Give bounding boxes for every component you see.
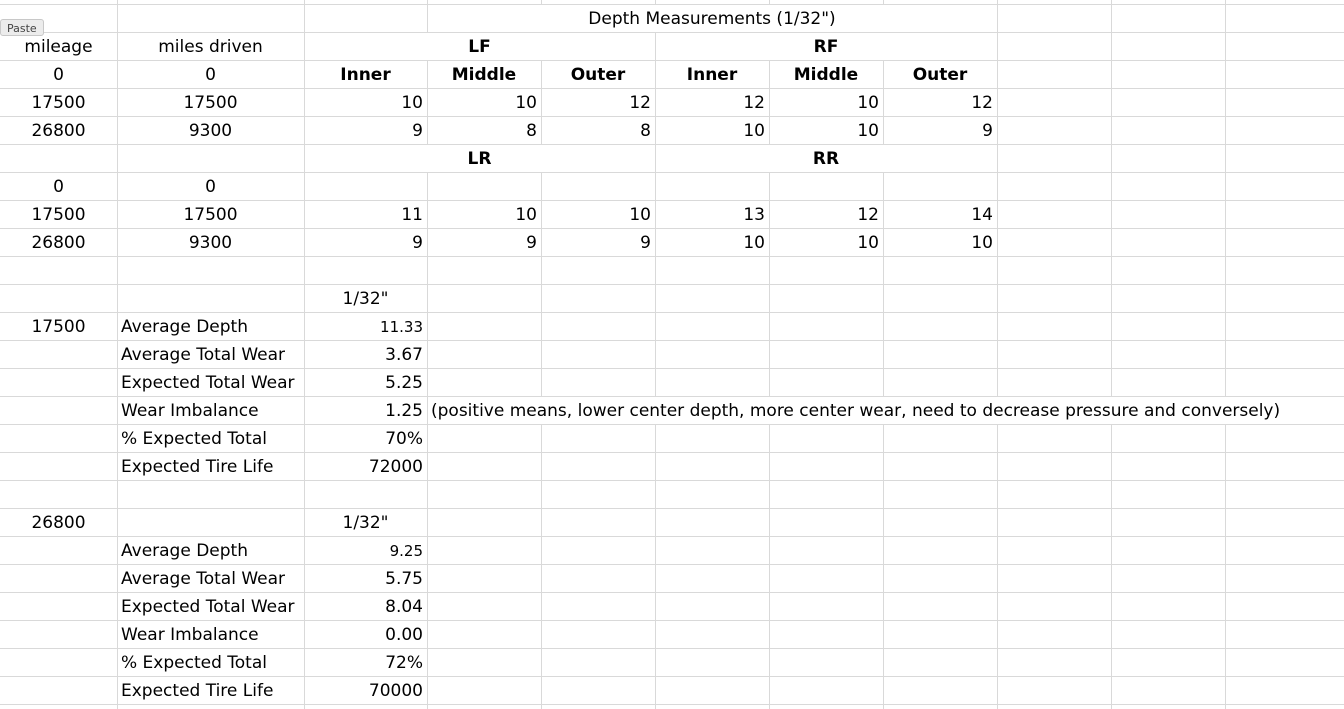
sheet-cell[interactable] <box>427 116 541 144</box>
sheet-cell[interactable] <box>883 228 997 256</box>
sheet-cell[interactable] <box>304 424 427 452</box>
cell-text: 70000 <box>368 681 423 701</box>
cell-text: RF <box>813 37 839 57</box>
cell-text: 10 <box>629 205 651 225</box>
cell-text: 26800 <box>31 233 86 253</box>
sheet-cell[interactable] <box>304 312 427 340</box>
grid-row-line <box>0 284 1344 285</box>
sheet-cell[interactable] <box>0 508 117 536</box>
cell-text: miles driven <box>158 37 263 57</box>
sheet-cell[interactable] <box>769 116 883 144</box>
cell-text: 12 <box>971 93 993 113</box>
cell-text: Inner <box>686 65 738 85</box>
sheet-cell[interactable] <box>304 116 427 144</box>
cell-text: 8 <box>640 121 651 141</box>
sheet-cell[interactable] <box>769 60 883 88</box>
cell-text: 14 <box>971 205 993 225</box>
grid-column-line <box>997 0 998 709</box>
sheet-cell[interactable] <box>541 60 655 88</box>
sheet-cell[interactable] <box>304 508 427 536</box>
cell-text: 10 <box>857 233 879 253</box>
sheet-cell[interactable] <box>769 88 883 116</box>
cell-text: 8.04 <box>385 597 423 617</box>
sheet-cell[interactable] <box>304 60 427 88</box>
cell-text: 9300 <box>188 233 233 253</box>
sheet-cell[interactable] <box>0 88 117 116</box>
cell-text: 9 <box>982 121 993 141</box>
sheet-cell[interactable] <box>117 564 304 592</box>
sheet-cell[interactable] <box>304 200 427 228</box>
cell-text: 1/32" <box>342 513 389 533</box>
sheet-cell[interactable] <box>427 228 541 256</box>
grid-column-line <box>1225 0 1226 709</box>
sheet-cell[interactable] <box>541 88 655 116</box>
cell-text: Average Total Wear <box>121 345 285 365</box>
sheet-cell[interactable] <box>304 620 427 648</box>
cell-text: Outer <box>912 65 968 85</box>
cell-text: 70% <box>385 429 423 449</box>
sheet-cell[interactable] <box>541 116 655 144</box>
sheet-cell[interactable] <box>655 32 997 60</box>
cell-text: 12 <box>629 93 651 113</box>
sheet-cell[interactable] <box>427 88 541 116</box>
cell-text: 10 <box>401 93 423 113</box>
sheet-cell[interactable] <box>117 116 304 144</box>
cell-text: 10 <box>743 233 765 253</box>
cell-text: Expected Tire Life <box>121 681 274 701</box>
cell-text: mileage <box>24 37 93 57</box>
cell-text: 10 <box>515 205 537 225</box>
sheet-cell[interactable] <box>117 32 304 60</box>
cell-text: Average Depth <box>121 317 248 337</box>
sheet-cell[interactable] <box>304 368 427 396</box>
sheet-cell[interactable] <box>769 200 883 228</box>
cell-text: Middle <box>793 65 859 85</box>
cell-text: 10 <box>515 93 537 113</box>
cell-text: 9300 <box>188 121 233 141</box>
sheet-cell[interactable] <box>655 88 769 116</box>
cell-text: 5.75 <box>385 569 423 589</box>
sheet-cell[interactable] <box>117 620 304 648</box>
cell-text: Wear Imbalance <box>121 625 259 645</box>
cell-text: Expected Total Wear <box>121 373 295 393</box>
cell-text: 26800 <box>31 121 86 141</box>
cell-text: 0 <box>205 177 216 197</box>
sheet-cell[interactable] <box>117 592 304 620</box>
sheet-cell[interactable] <box>117 340 304 368</box>
sheet-cell[interactable] <box>541 228 655 256</box>
sheet-cell[interactable] <box>883 200 997 228</box>
sheet-cell[interactable] <box>304 536 427 564</box>
cell-text: 72000 <box>368 457 423 477</box>
sheet-cell[interactable] <box>427 60 541 88</box>
cell-text: Inner <box>340 65 391 85</box>
sheet-cell[interactable] <box>883 60 997 88</box>
cell-text: 72% <box>385 653 423 673</box>
sheet-cell[interactable] <box>0 228 117 256</box>
grid-row-line <box>0 256 1344 257</box>
sheet-cell[interactable] <box>304 676 427 704</box>
sheet-cell[interactable] <box>655 60 769 88</box>
cell-text: 0.00 <box>385 625 423 645</box>
cell-text: 9 <box>412 233 423 253</box>
cell-text: 9.25 <box>389 542 423 560</box>
sheet-cell[interactable] <box>883 116 997 144</box>
cell-text: 8 <box>526 121 537 141</box>
cell-text: 1/32" <box>342 289 389 309</box>
sheet-cell[interactable] <box>117 368 304 396</box>
sheet-cell[interactable] <box>304 452 427 480</box>
sheet-cell[interactable] <box>304 284 427 312</box>
cell-text: 11.33 <box>380 318 423 336</box>
sheet-cell[interactable] <box>117 648 304 676</box>
sheet-cell[interactable] <box>0 60 117 88</box>
sheet-cell[interactable] <box>117 424 304 452</box>
sheet-cell[interactable] <box>427 200 541 228</box>
sheet-cell[interactable] <box>117 172 304 200</box>
sheet-cell[interactable] <box>117 60 304 88</box>
cell-text: Wear Imbalance <box>121 401 259 421</box>
sheet-cell[interactable] <box>541 200 655 228</box>
cell-text: 9 <box>526 233 537 253</box>
sheet-cell[interactable] <box>655 228 769 256</box>
cell-text: 10 <box>857 121 879 141</box>
cell-text: 10 <box>743 121 765 141</box>
sheet-cell[interactable] <box>0 172 117 200</box>
cell-text: Average Total Wear <box>121 569 285 589</box>
cell-text: LR <box>467 149 492 169</box>
cell-text: 12 <box>743 93 765 113</box>
sheet-cell[interactable] <box>304 144 655 172</box>
cell-text: LF <box>468 37 491 57</box>
sheet-cell[interactable] <box>304 396 427 424</box>
sheet-cell[interactable] <box>117 452 304 480</box>
sheet-cell[interactable] <box>655 200 769 228</box>
sheet-cell[interactable] <box>655 116 769 144</box>
sheet-cell[interactable] <box>883 88 997 116</box>
paste-button[interactable]: Paste <box>0 19 44 36</box>
cell-text: 12 <box>857 205 879 225</box>
grid-column-line <box>1111 0 1112 709</box>
cell-text: 10 <box>857 93 879 113</box>
cell-text: % Expected Total <box>121 429 267 449</box>
cell-text: 9 <box>640 233 651 253</box>
sheet-cell[interactable] <box>117 312 304 340</box>
grid-row-line <box>0 480 1344 481</box>
cell-text: 17500 <box>31 317 86 337</box>
cell-text: 0 <box>205 65 216 85</box>
sheet-cell[interactable] <box>427 4 997 32</box>
sheet-cell[interactable] <box>117 536 304 564</box>
sheet-cell[interactable] <box>117 396 304 424</box>
sheet-cell[interactable] <box>427 396 1344 424</box>
cell-text: 1.25 <box>385 401 423 421</box>
cell-text: 11 <box>401 205 423 225</box>
cell-text: 0 <box>53 65 64 85</box>
sheet-cell[interactable] <box>769 228 883 256</box>
sheet-cell[interactable] <box>304 228 427 256</box>
sheet-cell[interactable] <box>117 88 304 116</box>
cell-text: 17500 <box>31 93 86 113</box>
cell-text: 5.25 <box>385 373 423 393</box>
sheet-cell[interactable] <box>117 200 304 228</box>
sheet-cell[interactable] <box>0 312 117 340</box>
cell-text: % Expected Total <box>121 653 267 673</box>
sheet-cell[interactable] <box>304 592 427 620</box>
cell-text: 17500 <box>31 205 86 225</box>
cell-text: RR <box>812 149 840 169</box>
sheet-cell[interactable] <box>304 340 427 368</box>
cell-text: 26800 <box>31 513 86 533</box>
sheet-cell[interactable] <box>117 676 304 704</box>
cell-text: 9 <box>412 121 423 141</box>
cell-text: 0 <box>53 177 64 197</box>
cell-text: Average Depth <box>121 541 248 561</box>
grid-row-line <box>0 508 1344 509</box>
sheet-cell[interactable] <box>0 116 117 144</box>
cell-text: Middle <box>451 65 517 85</box>
cell-text: Expected Tire Life <box>121 457 274 477</box>
sheet-cell[interactable] <box>117 228 304 256</box>
sheet-cell[interactable] <box>304 88 427 116</box>
cell-text: Outer <box>570 65 626 85</box>
cell-text: Depth Measurements (1/32") <box>588 9 836 29</box>
cell-text: 17500 <box>183 205 238 225</box>
cell-text: 3.67 <box>385 345 423 365</box>
cell-text: 10 <box>971 233 993 253</box>
sheet-cell[interactable] <box>304 648 427 676</box>
cell-text: (positive means, lower center depth, more center wear, need to decrease pressure and conversely) <box>431 401 1281 421</box>
cell-text: Expected Total Wear <box>121 597 295 617</box>
grid-row-line <box>0 704 1344 705</box>
sheet-cell[interactable] <box>0 200 117 228</box>
sheet-cell[interactable] <box>655 144 997 172</box>
sheet-cell[interactable] <box>304 32 655 60</box>
cell-text: 17500 <box>183 93 238 113</box>
sheet-cell[interactable] <box>304 564 427 592</box>
cell-text: 13 <box>743 205 765 225</box>
